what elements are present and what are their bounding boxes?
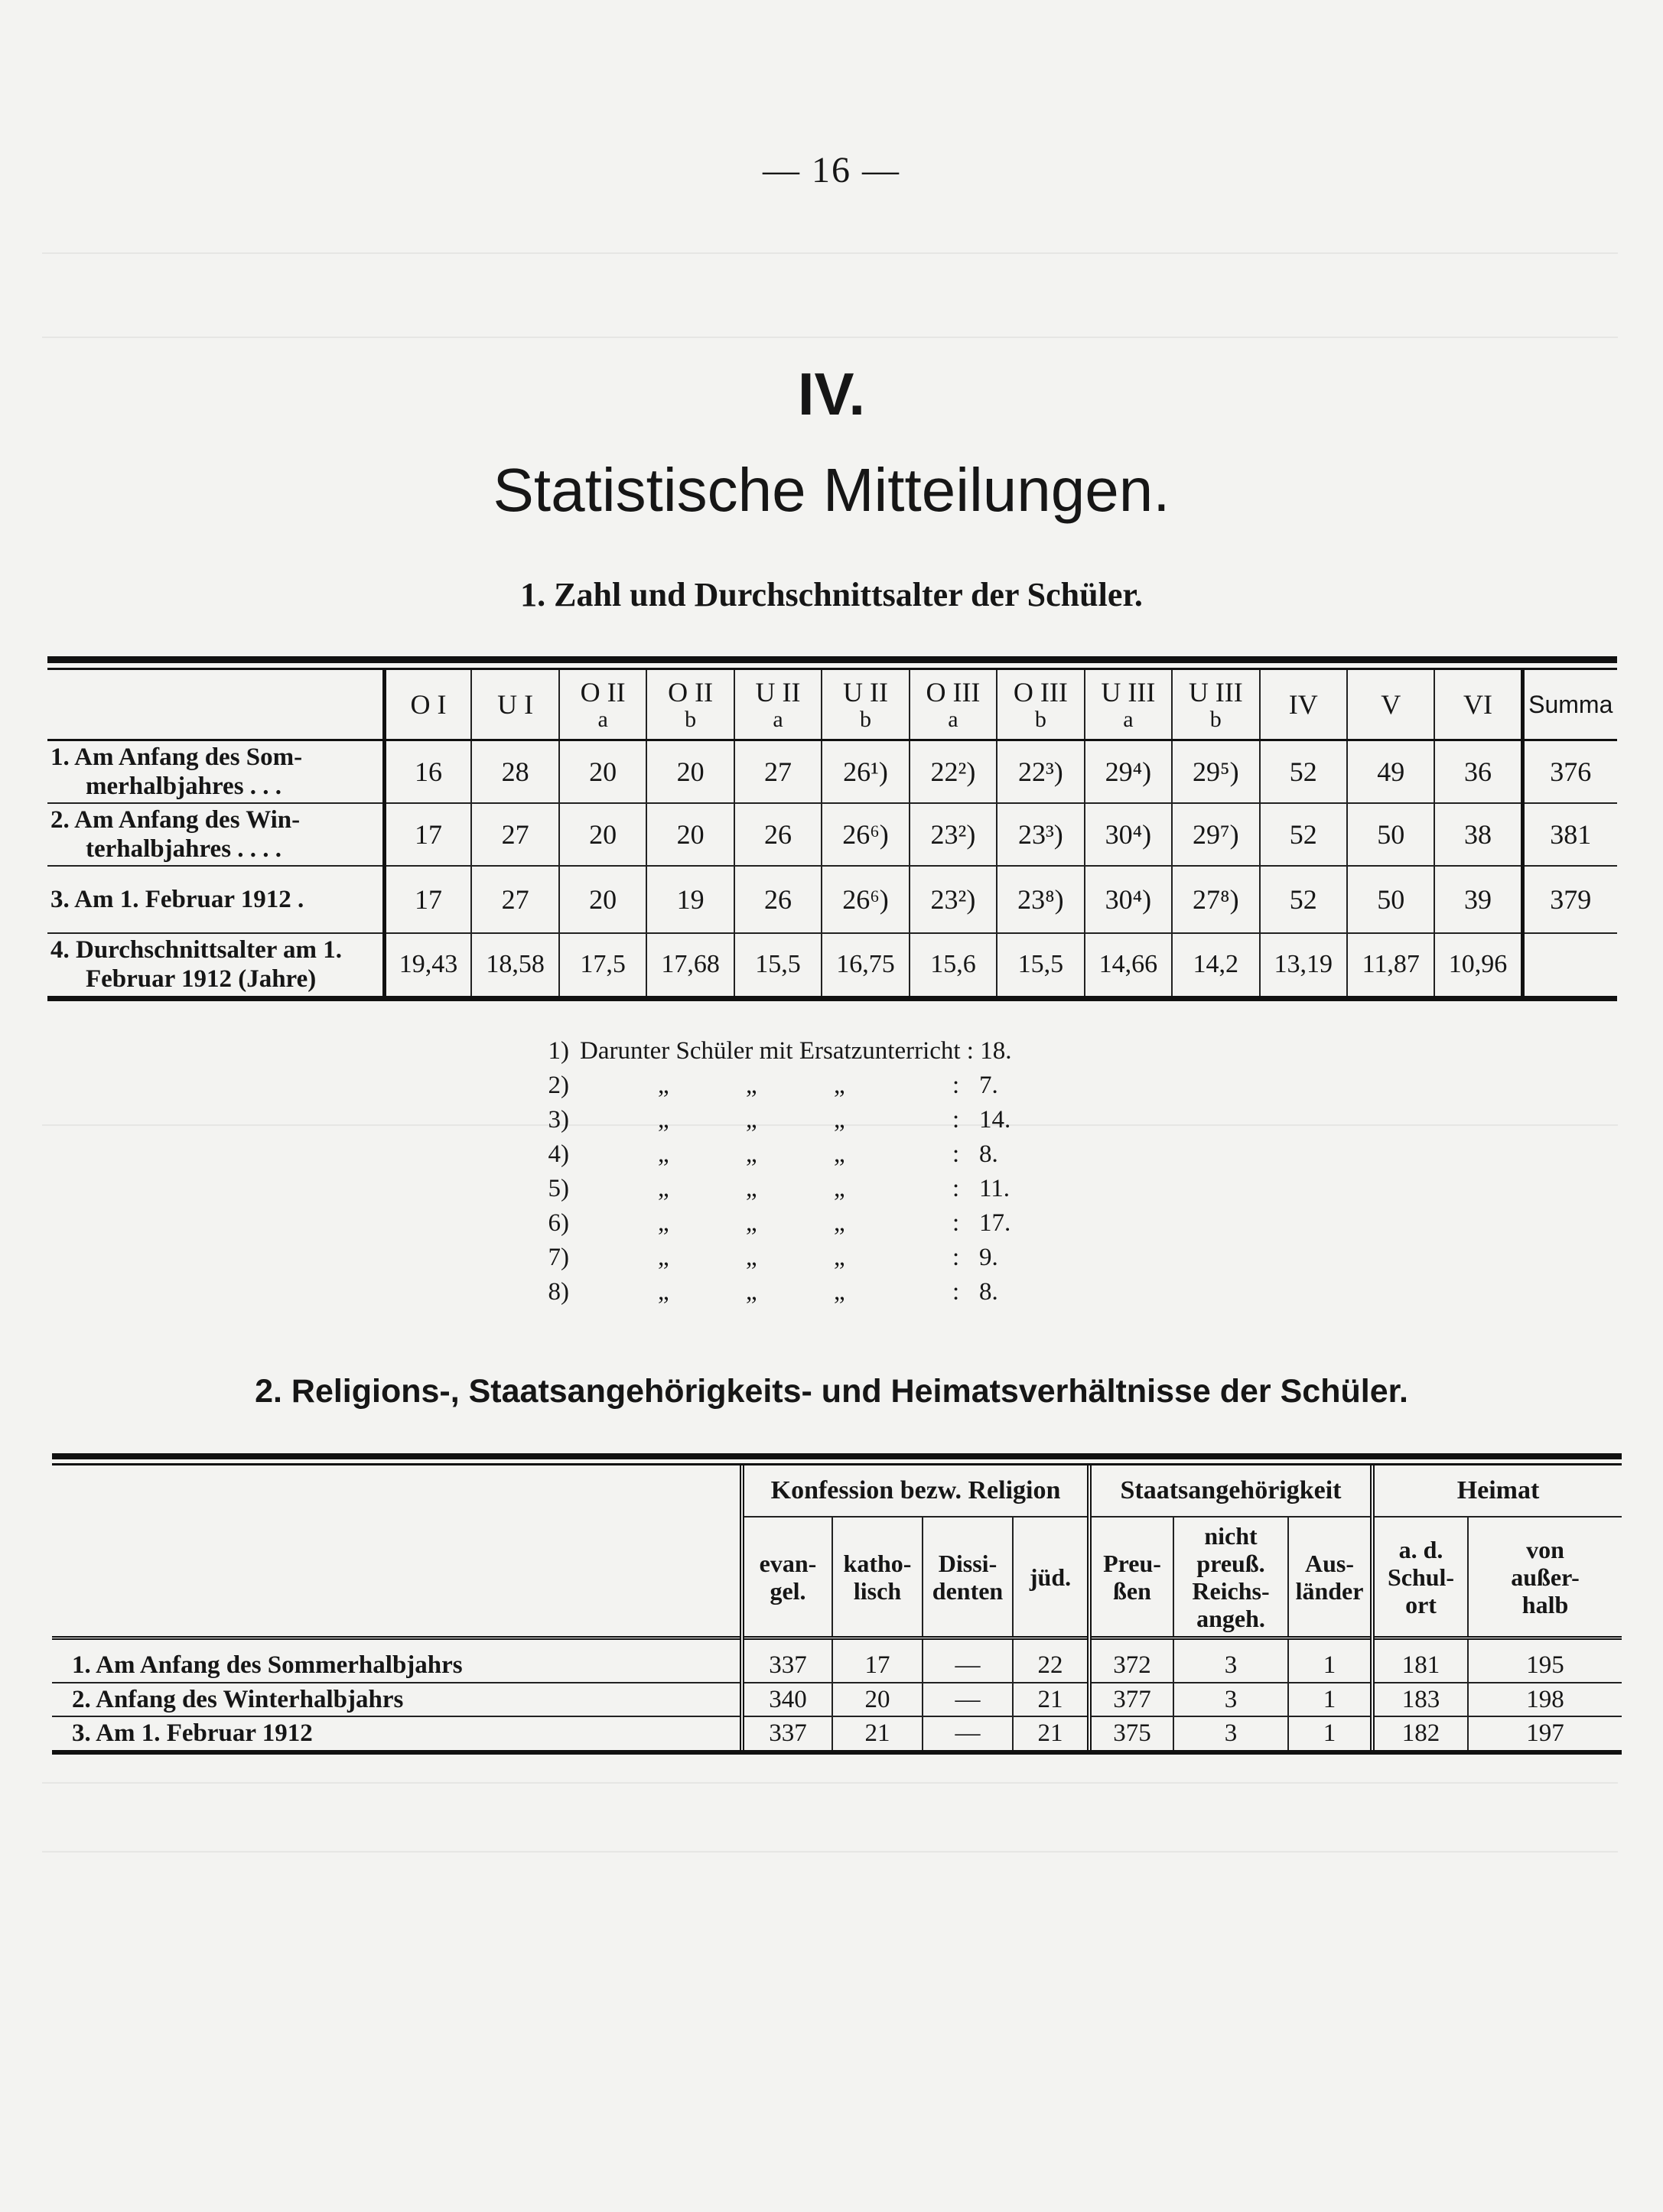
- table-cell: 50: [1347, 803, 1434, 866]
- column-header: O II a: [559, 670, 646, 740]
- column-header: von außer- halb: [1468, 1517, 1622, 1638]
- table-cell: 11,87: [1347, 933, 1434, 996]
- table-cell: 17,5: [559, 933, 646, 996]
- table-cell: 3: [1173, 1683, 1288, 1716]
- table-cell: 375: [1089, 1716, 1173, 1750]
- table-cell: 26: [734, 803, 822, 866]
- table-cell: 22²): [910, 740, 997, 803]
- table-row: [47, 803, 1617, 866]
- column-header: Aus- länder: [1288, 1517, 1372, 1638]
- table-cell: 38: [1434, 803, 1522, 866]
- table-cell: 20: [559, 740, 646, 803]
- table-cell: 27: [471, 803, 558, 866]
- table-cell: 50: [1347, 866, 1434, 933]
- table-cell: 15,5: [734, 933, 822, 996]
- bleed-through-line: [42, 252, 1618, 254]
- table-rule: [52, 1453, 1622, 1459]
- column-header: Summa: [1522, 670, 1617, 740]
- table-cell: 17,68: [646, 933, 734, 996]
- table-cell: 20: [646, 803, 734, 866]
- table-cell: 19: [646, 866, 734, 933]
- table-cell: 49: [1347, 740, 1434, 803]
- table-cell: 181: [1372, 1649, 1468, 1683]
- table-cell: 27⁸): [1172, 866, 1259, 933]
- row-label: 3. Am 1. Februar 1912 .: [50, 885, 304, 913]
- column-header: U I: [471, 670, 558, 740]
- table-row: [52, 1683, 1622, 1716]
- label-header: [52, 1465, 742, 1638]
- header-separator: [52, 1638, 1622, 1650]
- table-cell: 26¹): [822, 740, 909, 803]
- bleed-through-line: [42, 1851, 1618, 1853]
- table-cell: 23²): [910, 866, 997, 933]
- table-cell: 26⁶): [822, 803, 909, 866]
- table-cell: 372: [1089, 1649, 1173, 1683]
- table-cell: 17: [384, 866, 471, 933]
- table-cell: 36: [1434, 740, 1522, 803]
- table-cell: 29⁵): [1172, 740, 1259, 803]
- table-cell: 29⁷): [1172, 803, 1259, 866]
- table-cell: 15,5: [997, 933, 1084, 996]
- table-cell: 381: [1522, 803, 1617, 866]
- table-cell: 182: [1372, 1716, 1468, 1750]
- table-cell: 52: [1260, 866, 1347, 933]
- column-header: nicht preuß. Reichs- angeh.: [1173, 1517, 1288, 1638]
- table-row: [47, 866, 1617, 933]
- table-cell: —: [923, 1683, 1013, 1716]
- table-cell: 1: [1288, 1716, 1372, 1750]
- column-header: O III a: [910, 670, 997, 740]
- table-cell: 21: [1013, 1683, 1089, 1716]
- table-cell: 377: [1089, 1683, 1173, 1716]
- table-rule: [47, 996, 1617, 1001]
- table-cell: 3: [1173, 1716, 1288, 1750]
- table-cell: 19,43: [384, 933, 471, 996]
- table-cell: 20: [832, 1683, 923, 1716]
- column-header: O II b: [646, 670, 734, 740]
- label-header: [47, 670, 384, 740]
- table-rule: [47, 656, 1617, 663]
- bleed-through-line: [42, 1124, 1618, 1126]
- row-label: 1. Am Anfang des Som- merhalbjahres . . .: [50, 743, 303, 800]
- table-cell: 20: [559, 866, 646, 933]
- table-cell: 17: [384, 803, 471, 866]
- pupil-count-table: [47, 656, 1617, 1001]
- table-cell: 22: [1013, 1649, 1089, 1683]
- table-cell: 18,58: [471, 933, 558, 996]
- table-cell: 195: [1468, 1649, 1622, 1683]
- table-cell: 52: [1260, 803, 1347, 866]
- heimat-group-header: Heimat: [1372, 1465, 1622, 1517]
- table-cell: 22³): [997, 740, 1084, 803]
- row-label: 2. Anfang des Winterhalbjahrs: [72, 1685, 404, 1713]
- table-row: [47, 740, 1617, 803]
- column-header: O I: [384, 670, 471, 740]
- table-cell: 1: [1288, 1683, 1372, 1716]
- table-cell: 16: [384, 740, 471, 803]
- table-cell: 29⁴): [1085, 740, 1172, 803]
- table-cell: 13,19: [1260, 933, 1347, 996]
- column-header: evan- gel.: [742, 1517, 832, 1638]
- table-cell: 23²): [910, 803, 997, 866]
- column-header: U II b: [822, 670, 909, 740]
- table-cell: 52: [1260, 740, 1347, 803]
- table-cell: 376: [1522, 740, 1617, 803]
- table-cell: 198: [1468, 1683, 1622, 1716]
- table-cell: 340: [742, 1683, 832, 1716]
- table-cell: 21: [1013, 1716, 1089, 1750]
- column-header: U II a: [734, 670, 822, 740]
- table-cell: 15,6: [910, 933, 997, 996]
- table-cell: 14,66: [1085, 933, 1172, 996]
- table-cell: 17: [832, 1649, 923, 1683]
- table-cell: 20: [646, 740, 734, 803]
- column-header: U III a: [1085, 670, 1172, 740]
- table-cell: 20: [559, 803, 646, 866]
- table-cell: —: [923, 1649, 1013, 1683]
- table-row: [52, 1716, 1622, 1750]
- row-label: 3. Am 1. Februar 1912: [72, 1719, 313, 1747]
- religion-nationality-table: [52, 1453, 1622, 1755]
- column-header: O III b: [997, 670, 1084, 740]
- table-cell: 3: [1173, 1649, 1288, 1683]
- table-cell: 197: [1468, 1716, 1622, 1750]
- table-cell: 16,75: [822, 933, 909, 996]
- table-cell: 337: [742, 1649, 832, 1683]
- column-header: jüd.: [1013, 1517, 1089, 1638]
- table-row: [47, 933, 1617, 996]
- table-cell: —: [923, 1716, 1013, 1750]
- table-cell: 1: [1288, 1649, 1372, 1683]
- section-number: IV.: [797, 360, 866, 428]
- table-cell: 23⁸): [997, 866, 1084, 933]
- konfession-group-header: Konfession bezw. Religion: [742, 1465, 1089, 1517]
- column-header: Dissi- denten: [923, 1517, 1013, 1638]
- table-cell: 337: [742, 1716, 832, 1750]
- table-cell: 10,96: [1434, 933, 1522, 996]
- column-header: IV: [1260, 670, 1347, 740]
- header-row: [47, 670, 1617, 740]
- table2-heading: 2. Religions-, Staatsangehörigkeits- und Heimatsverhältnisse der Schüler.: [255, 1373, 1408, 1410]
- table-rule: [52, 1750, 1622, 1755]
- table1-heading: 1. Zahl und Durchschnittsalter der Schüler.: [520, 576, 1143, 613]
- column-header: katho- lisch: [832, 1517, 923, 1638]
- table-cell: 183: [1372, 1683, 1468, 1716]
- table-cell: 379: [1522, 866, 1617, 933]
- table-cell: 39: [1434, 866, 1522, 933]
- page-number: — 16 —: [763, 150, 900, 190]
- group-header-row: [52, 1465, 1622, 1517]
- table-cell: 30⁴): [1085, 866, 1172, 933]
- column-header: V: [1347, 670, 1434, 740]
- table-cell: 27: [734, 740, 822, 803]
- table-cell: 21: [832, 1716, 923, 1750]
- table-cell: 28: [471, 740, 558, 803]
- column-header: Preu- ßen: [1089, 1517, 1173, 1638]
- bleed-through-line: [42, 337, 1618, 338]
- table-cell: 23³): [997, 803, 1084, 866]
- row-label: 2. Am Anfang des Win- terhalbjahres . . . .: [50, 805, 301, 863]
- staat-group-header: Staatsangehörigkeit: [1089, 1465, 1372, 1517]
- column-header: VI: [1434, 670, 1522, 740]
- row-label: 4. Durchschnittsalter am 1. Februar 1912 (Jahre): [50, 936, 343, 993]
- row-label: 1. Am Anfang des Sommerhalbjahrs: [72, 1651, 463, 1679]
- column-header: U III b: [1172, 670, 1259, 740]
- table-row: [52, 1649, 1622, 1683]
- table-cell: [1522, 933, 1617, 996]
- table-cell: 27: [471, 866, 558, 933]
- column-header: a. d. Schul- ort: [1372, 1517, 1468, 1638]
- page-title: Statistische Mitteilungen.: [493, 456, 1170, 524]
- table-cell: 30⁴): [1085, 803, 1172, 866]
- table-cell: 26⁶): [822, 866, 909, 933]
- table-cell: 14,2: [1172, 933, 1259, 996]
- bleed-through-line: [42, 1782, 1618, 1784]
- table-cell: 26: [734, 866, 822, 933]
